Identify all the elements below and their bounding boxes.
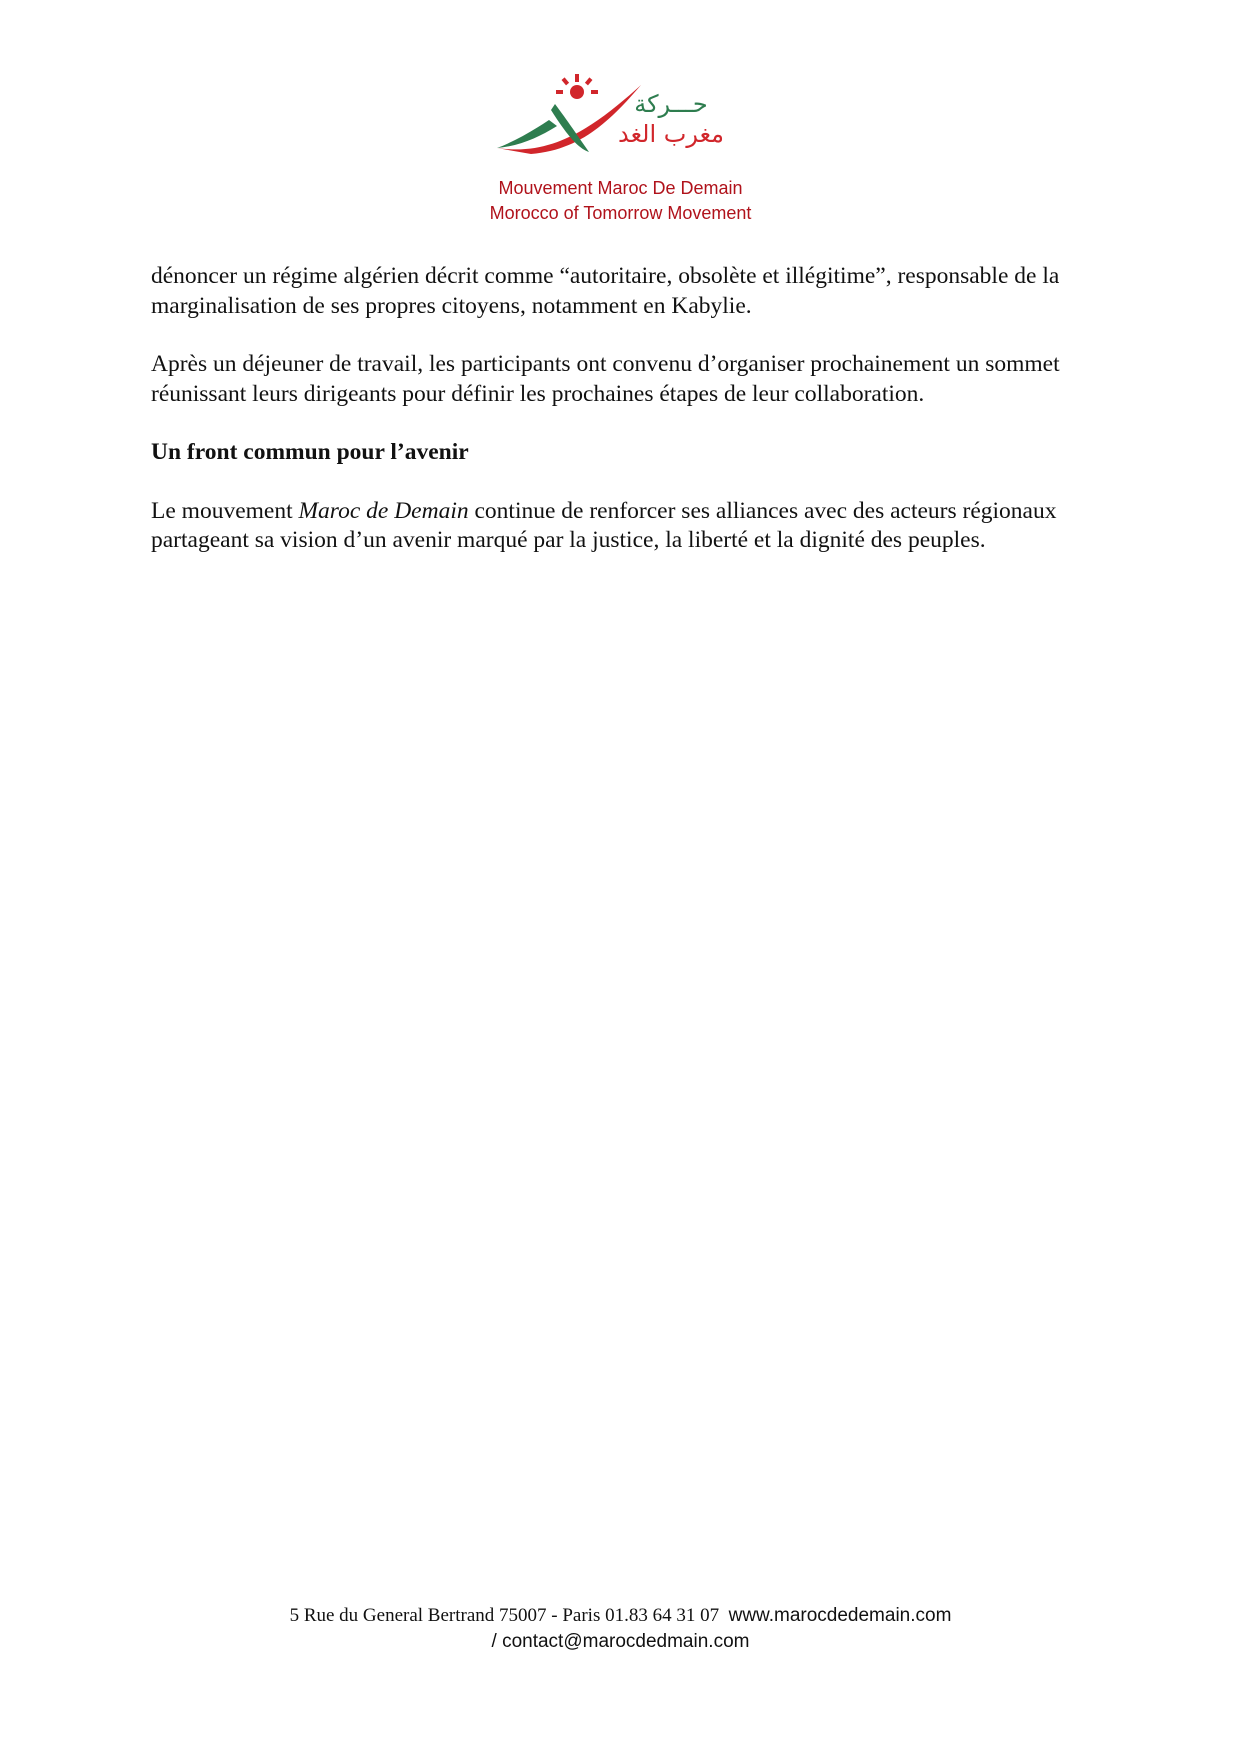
paragraph-2: Après un déjeuner de travail, les participants ont convenu d’organiser prochainement un sommet réunissant leurs dirigeants pour définir les prochaines étapes de leur collaboration. [151,351,1060,407]
footer-address: 5 Rue du General Bertrand 75007 - Paris 01.83 64 31 07 [289,1605,720,1626]
letterhead [0,70,1241,226]
footer-email[interactable]: / contact@marocdedmain.com [491,1631,750,1652]
sun-icon [556,74,598,99]
paragraph-1: dénoncer un régime algérien décrit comme “autoritaire, obsolète et illégitime”, responsable de la marginalisation de ses propres citoyens, notamment en Kabylie. [151,263,1060,319]
footer-line-1 [0,1603,1241,1629]
svg-text:حـــركة: حـــركة [633,90,708,118]
page-footer [0,1603,1241,1655]
paragraph-3: Le mouvement Maroc de Demain continue de renforcer ses alliances avec des acteurs régionaux partageant sa vision d’un avenir marqué par la justice, la liberté et la dignité des peuples. [151,497,1057,553]
footer-website-link[interactable]: www.marocdedemain.com [728,1605,952,1626]
document-body [151,262,1091,585]
org-name-english: Morocco of Tomorrow Movement [489,203,752,223]
svg-text:مغرب الغد: مغرب الغد [617,120,724,148]
movement-logo [491,70,751,170]
movement-name-italic: Maroc de Demain [298,497,469,524]
section-heading: Un front commun pour l’avenir [151,439,469,465]
org-name-french: Mouvement Maroc De Demain [498,178,743,198]
